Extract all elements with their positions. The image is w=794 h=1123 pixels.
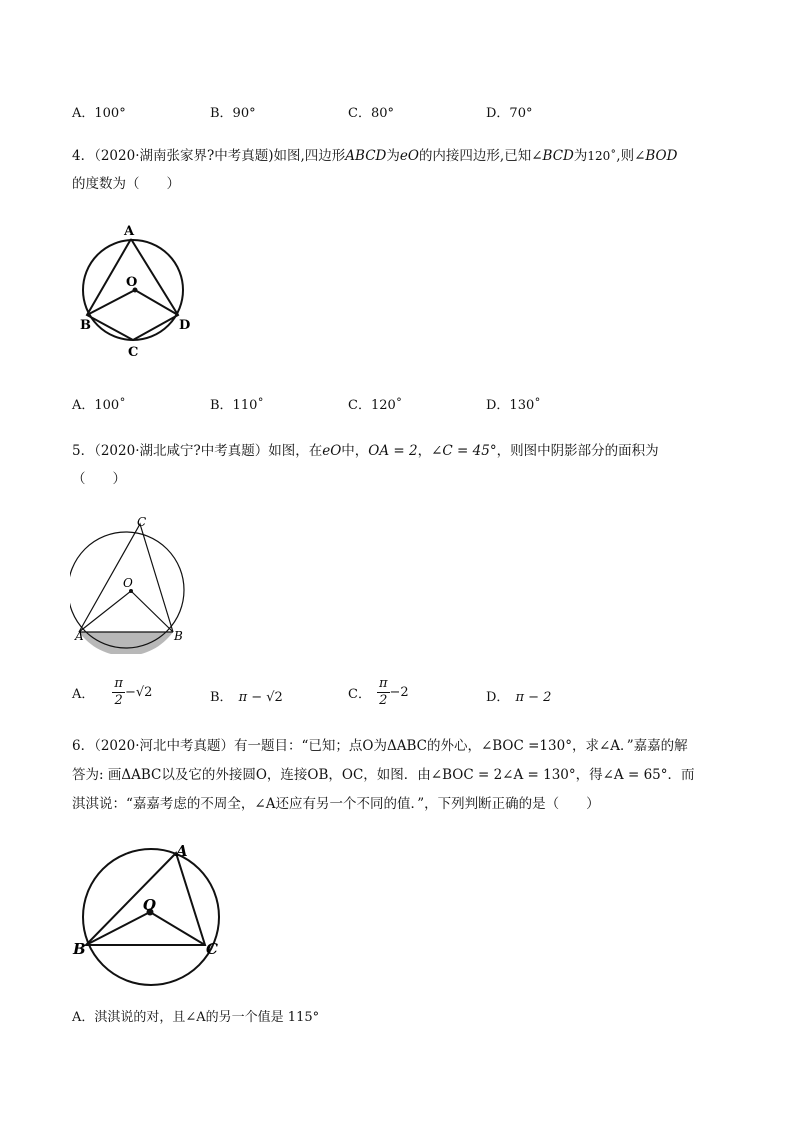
question-5-stem [72,437,732,493]
q5-text: （ ） [72,471,126,487]
q5-oa-equation: OA = 2 [368,443,418,459]
question-6-stem [72,732,732,819]
q3-option-d: D．70° [486,106,533,121]
q6-option-a: A．淇淇说的对，且∠A的另一个值是 115° [72,1010,320,1025]
q5-option-a-minus: − [124,685,136,700]
q5-label-b: B [174,629,183,643]
q5-label-c: C [137,515,147,529]
q4-label-b: B [80,318,91,333]
q4-figure [75,222,205,362]
q3-option-a: A．100° [72,106,126,121]
q4-text: ,则 [616,148,635,164]
q5-option-d-label: D． [486,690,510,705]
q5-option-c-denominator: 2 [379,693,388,708]
q5-figure [70,514,190,654]
q5-option-d [486,686,551,705]
q6-label-o: O [143,896,157,914]
q4-angle-value: 120˚ [587,149,617,163]
q3-option-c: C．80° [348,106,394,121]
q6-figure [70,838,240,988]
q4-label-o: O [126,275,138,290]
q6-radii [86,912,205,945]
q6-line-1: 6．（2020·河北中考真题）有一题目：“已知；点O为ΔABC的外心，∠BOC =130°，求∠A．”嘉嘉的解 [72,738,688,754]
q4-text: 4．（2020·湖南张家界?中考真题)如图,四边形 [72,148,346,164]
q5-option-b-sqrt: √2 [266,690,283,705]
q6-label-c: C [206,940,218,958]
q4-option-a: A．100˚ [72,398,126,413]
q4-text: 为 [573,148,588,164]
q4-text: 的度数为（ ） [72,176,180,192]
q5-option-d-expr: π − 2 [515,690,552,705]
q5-option-b-expr: π − [238,690,267,705]
q6-line-3: 淇淇说：“嘉嘉考虑的不周全，∠A还应有另一个不同的值．”，下列判断正确的是（ ） [72,796,600,812]
q4-text: 为 [386,148,400,164]
q5-text: ， [417,443,432,459]
q4-text: 的内接四边形,已知 [418,148,532,164]
q5-label-a: A [75,629,84,643]
q4-label-d: D [179,318,191,333]
q4-option-b: B．110˚ [210,398,264,413]
q5-option-a-label: A． [72,687,95,702]
q5-option-c-numerator: π [378,676,388,691]
q5-radii [79,591,173,632]
q5-option-a-denominator: 2 [114,693,123,708]
q5-option-b [210,686,283,705]
q5-option-c-label: C． [348,687,371,702]
q5-label-o: O [123,576,133,590]
q5-option-a-fraction [112,676,125,709]
q4-circle: eO [399,148,419,164]
q5-option-b-label: B． [210,690,233,705]
q4-option-d: D．130˚ [486,398,541,413]
q4-angle-bod: ∠BOD [634,148,678,164]
q4-option-c: C．120˚ [348,398,403,413]
q5-text: 5．（2020·湖北咸宁?中考真题）如图，在 [72,443,323,459]
q6-line-2: 答为: 画ΔABC以及它的外接圆O，连接OB，OC，如图．由∠BOC = 2∠A = 130°，得∠A = 65°．而 [72,767,695,783]
q4-label-c: C [128,345,139,360]
q5-option-c [348,676,409,709]
q4-quadrilateral: ABCD [345,148,387,164]
q5-angle-c: ∠C = 45° [431,443,497,459]
question-4-stem [72,142,732,198]
q5-option-c-fraction [377,676,390,709]
q4-label-a: A [124,224,135,239]
q5-text: 中， [341,443,369,459]
q5-option-c-rest: −2 [389,685,409,700]
q3-option-b: B．90° [210,106,256,121]
q5-shaded-segment [79,632,173,654]
q6-label-a: A [176,842,188,860]
q6-label-b: B [73,940,86,958]
q5-text: ，则图中阴影部分的面积为 [496,443,659,459]
q5-option-a-numerator: π [114,676,123,691]
q5-option-a-sqrt: √2 [135,685,153,700]
q4-angle-bcd: ∠BCD [531,148,574,164]
q5-option-a [72,676,152,709]
q5-circle: eO [322,443,342,459]
